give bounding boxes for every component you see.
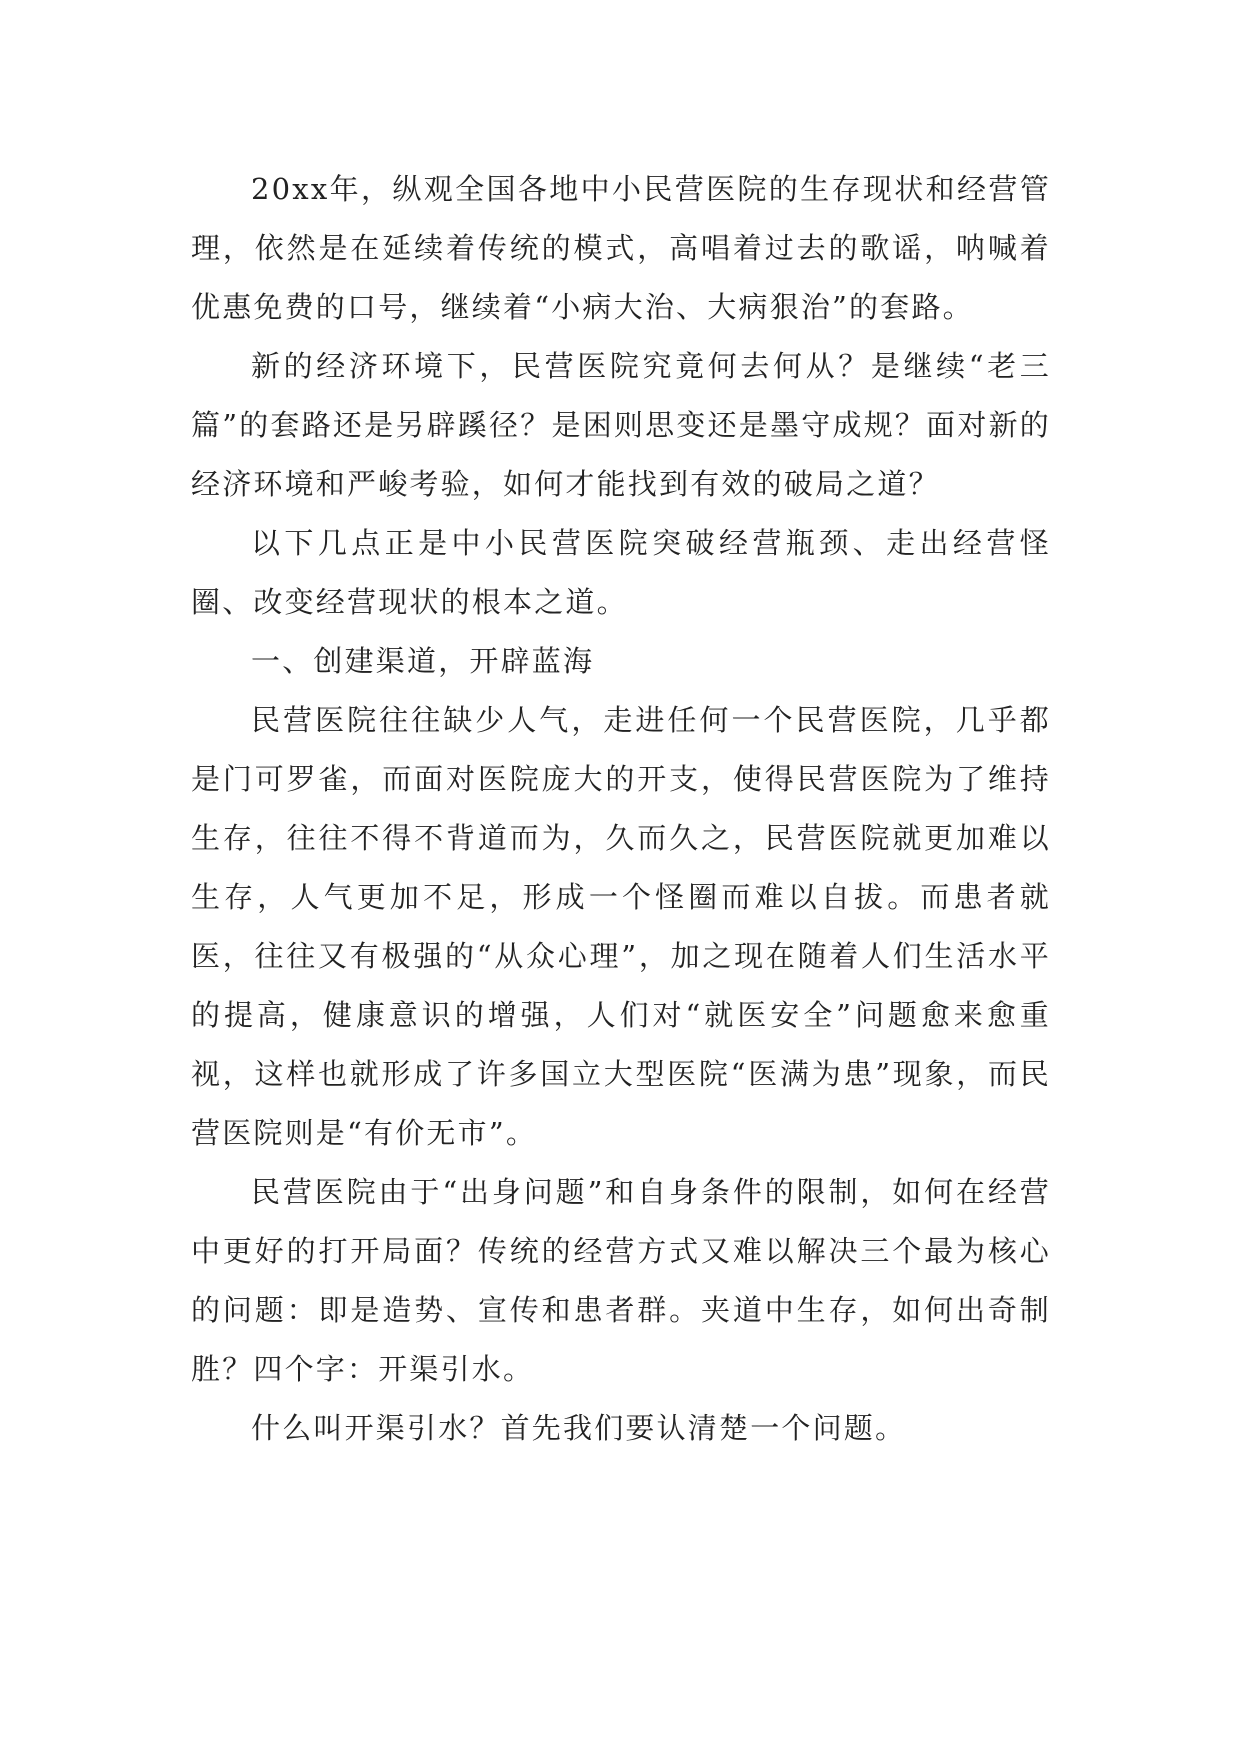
paragraph-intro: 20xx年，纵观全国各地中小民营医院的生存现状和经营管理，依然是在延续着传统的模式，高唱着过去的歌谣，呐喊着优惠免费的口号，继续着“小病大治、大病狠治”的套路。	[191, 172, 1051, 324]
paragraph-section-1: 民营医院往往缺少人气，走进任何一个民营医院，几乎都是门可罗雀，而面对医院庞大的开支，使得民营医院为了维持生存，往往不得不背道而为，久而久之，民营医院就更加难以生存，人气更加不足，形成一个怪圈而难以自拔。而患者就医，往往又有极强的“从众心理”，加之现在随着人们生活水平的提高，健康意识的增强，人们对“就医安全”问题愈来愈重视，这样也就形成了许多国立大型医院“医满为患”现象，而民营医院则是“有价无市”。	[191, 703, 1051, 1150]
section-heading: 一、创建渠道，开辟蓝海	[251, 644, 595, 678]
document-body	[191, 160, 1051, 1458]
paragraph-section-3: 什么叫开渠引水？首先我们要认清楚一个问题。	[251, 1411, 907, 1445]
paragraph-overview: 以下几点正是中小民营医院突破经营瓶颈、走出经营怪圈、改变经营现状的根本之道。	[191, 526, 1051, 619]
paragraph-section-2: 民营医院由于“出身问题”和自身条件的限制，如何在经营中更好的打开局面？传统的经营方式又难以解决三个最为核心的问题：即是造势、宣传和患者群。夹道中生存，如何出奇制胜？四个字：开渠引水。	[191, 1175, 1051, 1386]
paragraph-question: 新的经济环境下，民营医院究竟何去何从？是继续“老三篇”的套路还是另辟蹊径？是困则思变还是墨守成规？面对新的经济环境和严峻考验，如何才能找到有效的破局之道？	[191, 349, 1051, 501]
